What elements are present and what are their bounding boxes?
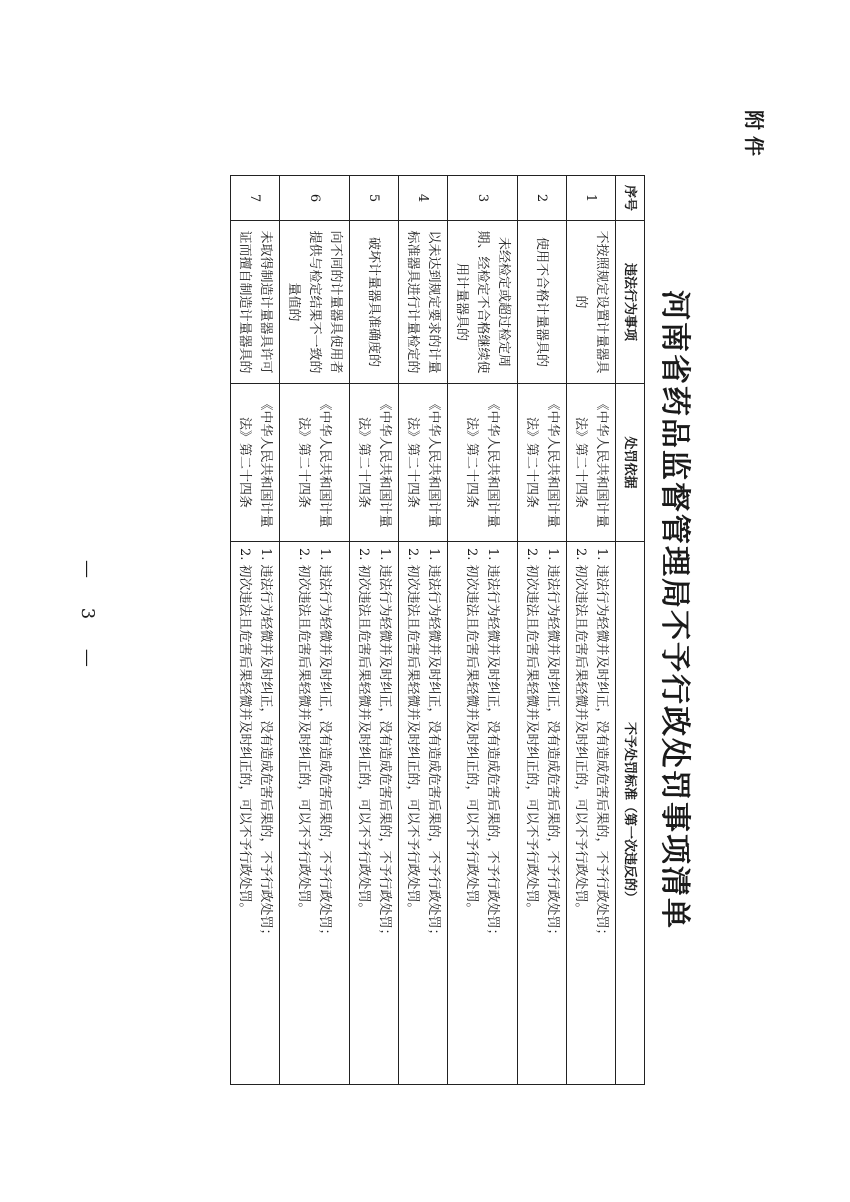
row-no: 5 xyxy=(350,176,399,221)
row-standard xyxy=(399,542,448,1085)
row-no: 1 xyxy=(567,176,616,221)
row-act: 未取得制造计量器具许可证而擅自制造计量器具的 xyxy=(231,221,280,384)
row-no: 4 xyxy=(399,176,448,221)
table-row xyxy=(350,176,399,1085)
row-standard xyxy=(350,542,399,1085)
standard-line: 2. 初次违法且危害后果轻微并及时纠正的，可以不予行政处罚。 xyxy=(464,548,480,916)
header-act: 违法行为事项 xyxy=(616,221,645,384)
row-act: 以未达到规定要求的计量标准器具进行计量检定的 xyxy=(399,221,448,384)
row-basis: 《中华人民共和国计量法》第二十四条 xyxy=(518,384,567,542)
table-header-row xyxy=(616,176,645,1085)
row-act: 使用不合格计量器具的 xyxy=(518,221,567,384)
standard-line: 2. 初次违法且危害后果轻微并及时纠正的，可以不予行政处罚。 xyxy=(524,548,539,916)
row-no: 6 xyxy=(280,176,350,221)
page-title: 河南省药品监督管理局不予行政处罚事项清单 xyxy=(657,290,692,930)
row-standard xyxy=(231,542,280,1085)
row-basis: 《中华人民共和国计量法》第二十四条 xyxy=(448,384,518,542)
standard-line: 1. 违法行为轻微并及时纠正，没有造成危害后果的，不予行政处罚； xyxy=(377,548,392,942)
page-number: — 3 — xyxy=(77,560,98,679)
table-row xyxy=(399,176,448,1085)
standard-line: 2. 初次违法且危害后果轻微并及时纠正的，可以不予行政处罚。 xyxy=(405,548,420,916)
row-basis: 《中华人民共和国计量法》第二十四条 xyxy=(567,384,616,542)
row-no: 3 xyxy=(448,176,518,221)
row-basis: 《中华人民共和国计量法》第二十四条 xyxy=(399,384,448,542)
table-row xyxy=(231,176,280,1085)
attachment-label: 附件 xyxy=(742,110,766,162)
row-basis: 《中华人民共和国计量法》第二十四条 xyxy=(231,384,280,542)
standard-line: 1. 违法行为轻微并及时纠正，没有造成危害后果的，不予行政处罚； xyxy=(545,548,560,942)
row-act: 未经检定或超过检定周期、经检定不合格继续使用计量器具的 xyxy=(448,221,518,384)
row-basis: 《中华人民共和国计量法》第二十四条 xyxy=(350,384,399,542)
row-no: 7 xyxy=(231,176,280,221)
table-row xyxy=(518,176,567,1085)
row-no: 2 xyxy=(518,176,567,221)
row-basis: 《中华人民共和国计量法》第二十四条 xyxy=(280,384,350,542)
penalty-items-table xyxy=(230,175,645,1085)
row-standard xyxy=(448,542,518,1085)
row-standard xyxy=(567,542,616,1085)
standard-line: 1. 违法行为轻微并及时纠正，没有造成危害后果的，不予行政处罚； xyxy=(594,548,609,942)
row-act: 向不同的计量器具使用者提供与检定结果不一致的量值的 xyxy=(280,221,350,384)
standard-line: 1. 违法行为轻微并及时纠正，没有造成危害后果的，不予行政处罚； xyxy=(258,548,273,942)
standard-line: 2. 初次违法且危害后果轻微并及时纠正的，可以不予行政处罚。 xyxy=(573,548,588,916)
row-act: 不按照规定设置计量器具的 xyxy=(567,221,616,384)
header-basis: 处罚依据 xyxy=(616,384,645,542)
row-standard xyxy=(518,542,567,1085)
header-no: 序号 xyxy=(616,176,645,221)
header-standard: 不予处罚标准（第一次违反的） xyxy=(616,542,645,1085)
table-row xyxy=(280,176,350,1085)
table-row xyxy=(448,176,518,1085)
table-row xyxy=(567,176,616,1085)
row-act: 破坏计量器具准确度的 xyxy=(350,221,399,384)
standard-line: 1. 违法行为轻微并及时纠正，没有造成危害后果的，不予行政处罚； xyxy=(485,548,501,942)
row-standard xyxy=(280,542,350,1085)
standard-line: 1. 违法行为轻微并及时纠正，没有造成危害后果的，不予行政处罚； xyxy=(317,548,333,942)
standard-line: 2. 初次违法且危害后果轻微并及时纠正的，可以不予行政处罚。 xyxy=(296,548,312,916)
standard-line: 2. 初次违法且危害后果轻微并及时纠正的，可以不予行政处罚。 xyxy=(237,548,252,916)
standard-line: 1. 违法行为轻微并及时纠正，没有造成危害后果的，不予行政处罚； xyxy=(426,548,441,942)
standard-line: 2. 初次违法且危害后果轻微并及时纠正的，可以不予行政处罚。 xyxy=(356,548,371,916)
